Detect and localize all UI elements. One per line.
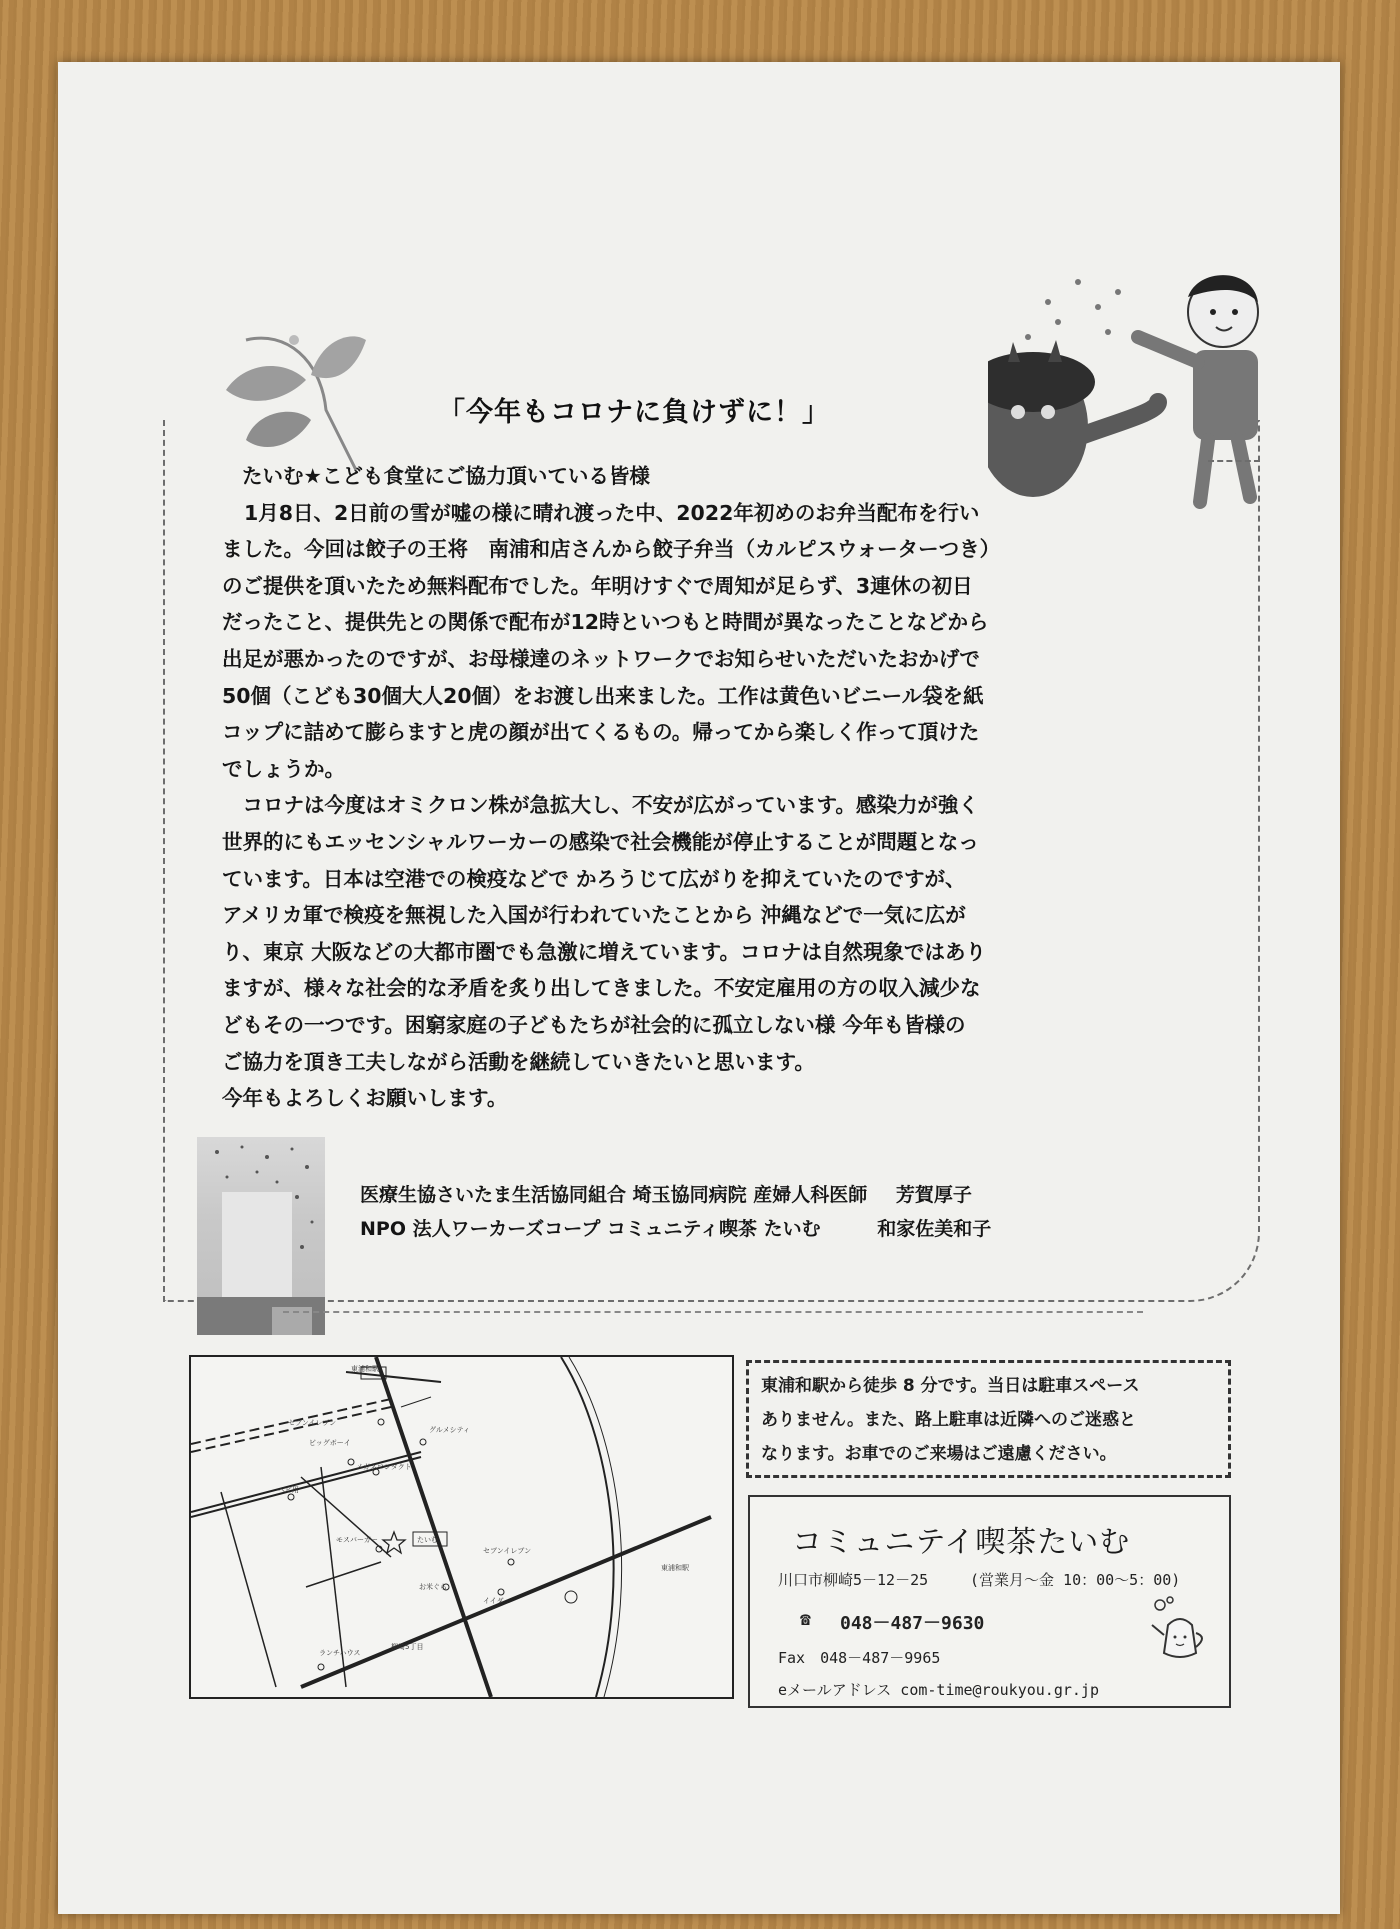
signature-person: 和家佐美和子 <box>877 1218 992 1240</box>
body-line: ご協力を頂き工夫しながら活動を継続していきたいと思います。 <box>222 1049 815 1074</box>
map-label-station: 東浦和駅 <box>661 1564 689 1572</box>
shop-phone: 048－487－9630 <box>840 1613 985 1634</box>
body-line: でしょうか。 <box>222 756 345 781</box>
notice-line: なります。お車でのご来場はご遠慮ください。 <box>761 1444 1117 1464</box>
body-line: 世界的にもエッセンシャルワーカーの感染で社会機能が停止することが問題となっ <box>222 829 979 854</box>
body-line: どもその一つです。困窮家庭の子どもたちが社会的に孤立しない様 今年も皆様の <box>222 1012 966 1037</box>
signature-org: 医療生協さいたま生活協同組合 埼玉協同病院 産婦人科医師 <box>360 1184 868 1206</box>
body-line: ますが、様々な社会的な矛盾を炙り出してきました。不安定雇用の方の収入減少な <box>222 976 981 1001</box>
access-map <box>189 1355 734 1699</box>
phone-icon: ☎ <box>800 1609 811 1630</box>
map-label-seven-eleven: セブンイレブン <box>288 1419 337 1427</box>
shop-hours: (営業月～金 10：00～5：00) <box>970 1571 1181 1589</box>
greeting-line: たいむ★こども食堂にご協力頂いている皆様 <box>242 464 650 488</box>
signature-1 <box>360 1180 972 1207</box>
section-divider <box>283 1311 1143 1313</box>
body-line: り、東京 大阪などの大都市圏でも急激に増えています。コロナは自然現象ではあり <box>222 939 986 964</box>
body-line: 50個（こども30個大人20個）をお渡し出来ました。工作は黄色いビニール袋を紙 <box>222 683 984 708</box>
map-label-yanagisaki: 柳崎5丁目 <box>391 1643 424 1651</box>
body-line: 今年もよろしくお願いします。 <box>222 1086 508 1111</box>
shop-name: コミュニテイ喫茶たいむ <box>792 1525 1131 1560</box>
map-label-seven-eleven-2: セブンイレブン <box>483 1547 532 1555</box>
map-label-station-top: 東浦和駅 <box>351 1365 379 1373</box>
notice-line: 東浦和駅から徒歩 8 分です。当日は駐車スペース <box>761 1376 1140 1396</box>
body-line: コロナは今度はオミクロン株が急拡大し、不安が広がっています。感染力が強く <box>222 793 979 818</box>
map-label-baby: ベビ用 <box>278 1486 299 1494</box>
body-line: 出足が悪かったのですが、お母様達のネットワークでお知らせいただいたおかげで <box>222 646 980 671</box>
shop-email: eメールアドレス com-time@roukyou.gr.jp <box>778 1681 1099 1699</box>
page-title: 「今年もコロナに負けずに！」 <box>438 397 830 428</box>
map-label-taimu: たいむ <box>417 1536 438 1544</box>
parking-notice <box>746 1360 1231 1478</box>
body-line: コップに詰めて膨らますと虎の顔が出てくるもの。帰ってから楽しく作って頂けた <box>222 720 980 745</box>
body-line: ています。日本は空港での検疫などで かろうじて広がりを抑えていたのですが、 <box>222 866 966 891</box>
body-line: のご提供を頂いたため無料配布でした。年明けすぐで周知が足らず、3連休の初日 <box>222 573 973 598</box>
flyer-paper <box>58 62 1340 1914</box>
map-label-iida: イイダ <box>483 1597 504 1605</box>
signature-person: 芳賀厚子 <box>895 1184 972 1206</box>
body-line: 1月8日、2日前の雪が嘘の様に晴れ渡った中、2022年初めのお弁当配布を行い <box>244 500 980 525</box>
shop-fax: Fax 048－487－9965 <box>778 1649 941 1667</box>
message-body <box>222 458 1152 1117</box>
map-label-gourmet-city: グルメシティ <box>429 1426 471 1434</box>
map-label-megane: メガネロンタクト <box>356 1463 412 1471</box>
teapot-icon <box>1150 1595 1210 1665</box>
author-photo <box>197 1137 325 1335</box>
map-label-mosburger: モスバーガー <box>336 1536 378 1544</box>
shop-info-box <box>748 1495 1231 1708</box>
body-line: だったこと、提供先との関係で配布が12時といつもと時間が異なったことなどから <box>222 610 989 635</box>
signature-org: NPO 法人ワーカーズコープ コミュニティ喫茶 たいむ <box>360 1218 821 1240</box>
signature-2 <box>360 1214 991 1241</box>
map-label-ranch: ランチハウス <box>319 1649 361 1657</box>
map-label-big-boy: ビッグボーイ <box>309 1439 351 1447</box>
map-label-okome: お米ぐら <box>419 1583 447 1591</box>
body-line: ました。今回は餃子の王将 南浦和店さんから餃子弁当（カルピスウォーターつき） <box>222 537 1001 562</box>
body-line: アメリカ軍で検疫を無視した入国が行われていたことから 沖縄などで一気に広が <box>222 903 966 928</box>
message-frame-top-right <box>1208 460 1260 462</box>
notice-line: ありません。また、路上駐車は近隣へのご迷惑と <box>761 1410 1137 1430</box>
shop-address: 川口市柳崎5－12－25 <box>778 1571 929 1589</box>
